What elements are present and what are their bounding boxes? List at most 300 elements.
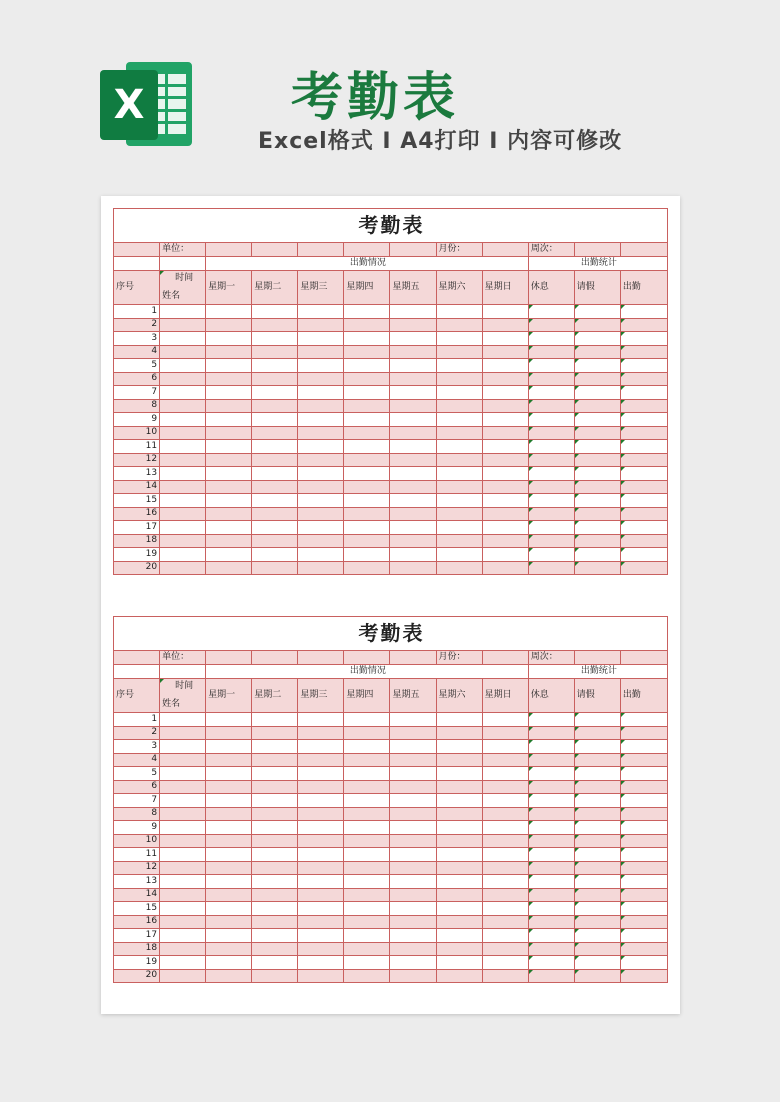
week-field[interactable] — [574, 243, 620, 257]
stat-cell[interactable] — [574, 915, 620, 929]
data-cell[interactable] — [482, 426, 528, 440]
data-cell[interactable] — [206, 480, 252, 494]
data-cell[interactable] — [482, 507, 528, 521]
data-cell[interactable] — [436, 507, 482, 521]
data-cell[interactable] — [436, 713, 482, 727]
data-cell[interactable] — [482, 413, 528, 427]
data-cell[interactable] — [482, 848, 528, 862]
data-cell[interactable] — [160, 834, 206, 848]
data-cell[interactable] — [298, 807, 344, 821]
data-cell[interactable] — [160, 494, 206, 508]
data-cell[interactable] — [344, 534, 390, 548]
stat-cell[interactable] — [528, 780, 574, 794]
data-cell[interactable] — [160, 780, 206, 794]
data-cell[interactable] — [298, 372, 344, 386]
data-cell[interactable] — [344, 861, 390, 875]
data-cell[interactable] — [252, 467, 298, 481]
stat-cell[interactable] — [620, 807, 667, 821]
data-cell[interactable] — [390, 888, 436, 902]
data-cell[interactable] — [482, 534, 528, 548]
stat-cell[interactable] — [574, 807, 620, 821]
data-cell[interactable] — [160, 521, 206, 535]
stat-cell[interactable] — [528, 345, 574, 359]
stat-cell[interactable] — [574, 305, 620, 319]
data-cell[interactable] — [436, 548, 482, 562]
data-cell[interactable] — [206, 453, 252, 467]
data-cell[interactable] — [252, 372, 298, 386]
stat-cell[interactable] — [528, 888, 574, 902]
stat-cell[interactable] — [528, 807, 574, 821]
stat-cell[interactable] — [574, 888, 620, 902]
data-cell[interactable] — [252, 426, 298, 440]
data-cell[interactable] — [160, 888, 206, 902]
data-cell[interactable] — [206, 305, 252, 319]
data-cell[interactable] — [436, 861, 482, 875]
data-cell[interactable] — [252, 875, 298, 889]
data-cell[interactable] — [390, 807, 436, 821]
data-cell[interactable] — [436, 453, 482, 467]
stat-cell[interactable] — [528, 848, 574, 862]
stat-cell[interactable] — [574, 834, 620, 848]
stat-cell[interactable] — [620, 875, 667, 889]
data-cell[interactable] — [482, 902, 528, 916]
data-cell[interactable] — [298, 780, 344, 794]
data-cell[interactable] — [482, 956, 528, 970]
data-cell[interactable] — [482, 888, 528, 902]
data-cell[interactable] — [160, 386, 206, 400]
data-cell[interactable] — [252, 888, 298, 902]
data-cell[interactable] — [390, 561, 436, 575]
stat-cell[interactable] — [528, 480, 574, 494]
stat-cell[interactable] — [528, 915, 574, 929]
stat-cell[interactable] — [574, 453, 620, 467]
data-cell[interactable] — [344, 726, 390, 740]
stat-cell[interactable] — [574, 848, 620, 862]
data-cell[interactable] — [160, 480, 206, 494]
data-cell[interactable] — [298, 834, 344, 848]
stat-cell[interactable] — [574, 332, 620, 346]
data-cell[interactable] — [206, 780, 252, 794]
data-cell[interactable] — [390, 942, 436, 956]
stat-cell[interactable] — [528, 440, 574, 454]
data-cell[interactable] — [206, 861, 252, 875]
data-cell[interactable] — [436, 767, 482, 781]
data-cell[interactable] — [252, 413, 298, 427]
data-cell[interactable] — [160, 507, 206, 521]
data-cell[interactable] — [436, 534, 482, 548]
data-cell[interactable] — [390, 740, 436, 754]
data-cell[interactable] — [252, 305, 298, 319]
stat-cell[interactable] — [528, 861, 574, 875]
stat-cell[interactable] — [574, 767, 620, 781]
stat-cell[interactable] — [574, 956, 620, 970]
data-cell[interactable] — [206, 848, 252, 862]
data-cell[interactable] — [344, 753, 390, 767]
data-cell[interactable] — [436, 426, 482, 440]
data-cell[interactable] — [160, 372, 206, 386]
stat-cell[interactable] — [620, 915, 667, 929]
stat-cell[interactable] — [528, 386, 574, 400]
data-cell[interactable] — [390, 929, 436, 943]
data-cell[interactable] — [344, 332, 390, 346]
stat-cell[interactable] — [528, 794, 574, 808]
data-cell[interactable] — [344, 318, 390, 332]
data-cell[interactable] — [298, 440, 344, 454]
stat-cell[interactable] — [528, 929, 574, 943]
data-cell[interactable] — [436, 372, 482, 386]
stat-cell[interactable] — [620, 888, 667, 902]
unit-field[interactable] — [206, 243, 252, 257]
data-cell[interactable] — [252, 848, 298, 862]
data-cell[interactable] — [160, 467, 206, 481]
data-cell[interactable] — [344, 413, 390, 427]
data-cell[interactable] — [160, 767, 206, 781]
data-cell[interactable] — [482, 726, 528, 740]
data-cell[interactable] — [298, 888, 344, 902]
stat-cell[interactable] — [574, 372, 620, 386]
data-cell[interactable] — [298, 534, 344, 548]
data-cell[interactable] — [482, 548, 528, 562]
data-cell[interactable] — [482, 467, 528, 481]
data-cell[interactable] — [390, 521, 436, 535]
stat-cell[interactable] — [620, 753, 667, 767]
stat-cell[interactable] — [528, 494, 574, 508]
month-field[interactable] — [482, 243, 528, 257]
stat-cell[interactable] — [574, 386, 620, 400]
data-cell[interactable] — [160, 534, 206, 548]
data-cell[interactable] — [344, 440, 390, 454]
stat-cell[interactable] — [620, 902, 667, 916]
data-cell[interactable] — [482, 386, 528, 400]
data-cell[interactable] — [206, 767, 252, 781]
stat-cell[interactable] — [620, 305, 667, 319]
data-cell[interactable] — [436, 875, 482, 889]
data-cell[interactable] — [344, 969, 390, 983]
data-cell[interactable] — [344, 561, 390, 575]
data-cell[interactable] — [252, 507, 298, 521]
data-cell[interactable] — [344, 305, 390, 319]
stat-cell[interactable] — [620, 413, 667, 427]
data-cell[interactable] — [206, 942, 252, 956]
data-cell[interactable] — [436, 834, 482, 848]
data-cell[interactable] — [482, 929, 528, 943]
data-cell[interactable] — [344, 548, 390, 562]
data-cell[interactable] — [206, 413, 252, 427]
stat-cell[interactable] — [528, 426, 574, 440]
data-cell[interactable] — [298, 929, 344, 943]
data-cell[interactable] — [206, 345, 252, 359]
stat-cell[interactable] — [528, 875, 574, 889]
data-cell[interactable] — [160, 794, 206, 808]
data-cell[interactable] — [390, 386, 436, 400]
data-cell[interactable] — [436, 467, 482, 481]
data-cell[interactable] — [482, 740, 528, 754]
data-cell[interactable] — [436, 780, 482, 794]
data-cell[interactable] — [390, 453, 436, 467]
stat-cell[interactable] — [528, 902, 574, 916]
stat-cell[interactable] — [620, 821, 667, 835]
data-cell[interactable] — [344, 888, 390, 902]
data-cell[interactable] — [160, 713, 206, 727]
data-cell[interactable] — [252, 713, 298, 727]
data-cell[interactable] — [298, 956, 344, 970]
data-cell[interactable] — [298, 399, 344, 413]
data-cell[interactable] — [390, 305, 436, 319]
stat-cell[interactable] — [574, 821, 620, 835]
data-cell[interactable] — [482, 318, 528, 332]
data-cell[interactable] — [344, 780, 390, 794]
stat-cell[interactable] — [528, 534, 574, 548]
data-cell[interactable] — [160, 753, 206, 767]
data-cell[interactable] — [390, 332, 436, 346]
data-cell[interactable] — [252, 740, 298, 754]
data-cell[interactable] — [436, 318, 482, 332]
data-cell[interactable] — [206, 386, 252, 400]
data-cell[interactable] — [390, 902, 436, 916]
stat-cell[interactable] — [620, 332, 667, 346]
data-cell[interactable] — [344, 956, 390, 970]
data-cell[interactable] — [206, 740, 252, 754]
data-cell[interactable] — [298, 848, 344, 862]
data-cell[interactable] — [436, 807, 482, 821]
data-cell[interactable] — [344, 345, 390, 359]
data-cell[interactable] — [436, 305, 482, 319]
data-cell[interactable] — [436, 359, 482, 373]
data-cell[interactable] — [344, 359, 390, 373]
data-cell[interactable] — [390, 372, 436, 386]
stat-cell[interactable] — [528, 561, 574, 575]
stat-cell[interactable] — [574, 942, 620, 956]
data-cell[interactable] — [160, 413, 206, 427]
stat-cell[interactable] — [620, 942, 667, 956]
data-cell[interactable] — [390, 834, 436, 848]
data-cell[interactable] — [206, 521, 252, 535]
data-cell[interactable] — [160, 440, 206, 454]
data-cell[interactable] — [160, 332, 206, 346]
data-cell[interactable] — [206, 929, 252, 943]
stat-cell[interactable] — [528, 767, 574, 781]
data-cell[interactable] — [344, 848, 390, 862]
data-cell[interactable] — [390, 861, 436, 875]
data-cell[interactable] — [436, 848, 482, 862]
data-cell[interactable] — [390, 548, 436, 562]
stat-cell[interactable] — [620, 318, 667, 332]
data-cell[interactable] — [160, 807, 206, 821]
unit-field[interactable] — [206, 651, 252, 665]
data-cell[interactable] — [436, 942, 482, 956]
data-cell[interactable] — [298, 494, 344, 508]
stat-cell[interactable] — [620, 440, 667, 454]
data-cell[interactable] — [252, 915, 298, 929]
data-cell[interactable] — [252, 780, 298, 794]
stat-cell[interactable] — [620, 969, 667, 983]
data-cell[interactable] — [482, 915, 528, 929]
data-cell[interactable] — [344, 713, 390, 727]
data-cell[interactable] — [252, 861, 298, 875]
data-cell[interactable] — [482, 821, 528, 835]
stat-cell[interactable] — [574, 494, 620, 508]
data-cell[interactable] — [252, 726, 298, 740]
data-cell[interactable] — [436, 399, 482, 413]
data-cell[interactable] — [436, 915, 482, 929]
data-cell[interactable] — [436, 753, 482, 767]
stat-cell[interactable] — [574, 740, 620, 754]
data-cell[interactable] — [160, 453, 206, 467]
data-cell[interactable] — [252, 902, 298, 916]
data-cell[interactable] — [436, 726, 482, 740]
data-cell[interactable] — [482, 807, 528, 821]
data-cell[interactable] — [482, 521, 528, 535]
data-cell[interactable] — [344, 426, 390, 440]
data-cell[interactable] — [298, 426, 344, 440]
data-cell[interactable] — [436, 888, 482, 902]
stat-cell[interactable] — [620, 359, 667, 373]
stat-cell[interactable] — [620, 780, 667, 794]
stat-cell[interactable] — [620, 929, 667, 943]
data-cell[interactable] — [344, 929, 390, 943]
data-cell[interactable] — [436, 969, 482, 983]
stat-cell[interactable] — [620, 848, 667, 862]
data-cell[interactable] — [252, 561, 298, 575]
data-cell[interactable] — [206, 372, 252, 386]
data-cell[interactable] — [252, 345, 298, 359]
data-cell[interactable] — [298, 561, 344, 575]
week-field[interactable] — [574, 651, 620, 665]
data-cell[interactable] — [390, 767, 436, 781]
data-cell[interactable] — [298, 480, 344, 494]
data-cell[interactable] — [436, 956, 482, 970]
data-cell[interactable] — [390, 318, 436, 332]
data-cell[interactable] — [344, 399, 390, 413]
data-cell[interactable] — [344, 453, 390, 467]
stat-cell[interactable] — [620, 399, 667, 413]
data-cell[interactable] — [482, 453, 528, 467]
data-cell[interactable] — [482, 399, 528, 413]
data-cell[interactable] — [206, 807, 252, 821]
stat-cell[interactable] — [620, 467, 667, 481]
data-cell[interactable] — [298, 345, 344, 359]
stat-cell[interactable] — [528, 332, 574, 346]
data-cell[interactable] — [344, 521, 390, 535]
stat-cell[interactable] — [528, 359, 574, 373]
data-cell[interactable] — [344, 480, 390, 494]
stat-cell[interactable] — [528, 453, 574, 467]
data-cell[interactable] — [160, 359, 206, 373]
data-cell[interactable] — [206, 956, 252, 970]
stat-cell[interactable] — [574, 969, 620, 983]
data-cell[interactable] — [436, 521, 482, 535]
stat-cell[interactable] — [528, 753, 574, 767]
stat-cell[interactable] — [620, 713, 667, 727]
data-cell[interactable] — [206, 726, 252, 740]
data-cell[interactable] — [390, 359, 436, 373]
data-cell[interactable] — [252, 834, 298, 848]
stat-cell[interactable] — [620, 726, 667, 740]
data-cell[interactable] — [436, 413, 482, 427]
stat-cell[interactable] — [620, 521, 667, 535]
data-cell[interactable] — [482, 713, 528, 727]
data-cell[interactable] — [298, 861, 344, 875]
data-cell[interactable] — [160, 956, 206, 970]
data-cell[interactable] — [206, 426, 252, 440]
data-cell[interactable] — [298, 794, 344, 808]
data-cell[interactable] — [436, 902, 482, 916]
data-cell[interactable] — [252, 480, 298, 494]
stat-cell[interactable] — [574, 440, 620, 454]
data-cell[interactable] — [390, 726, 436, 740]
data-cell[interactable] — [482, 372, 528, 386]
stat-cell[interactable] — [620, 956, 667, 970]
stat-cell[interactable] — [574, 875, 620, 889]
stat-cell[interactable] — [620, 767, 667, 781]
stat-cell[interactable] — [528, 834, 574, 848]
stat-cell[interactable] — [620, 507, 667, 521]
data-cell[interactable] — [482, 942, 528, 956]
stat-cell[interactable] — [574, 726, 620, 740]
data-cell[interactable] — [206, 318, 252, 332]
data-cell[interactable] — [436, 929, 482, 943]
data-cell[interactable] — [252, 794, 298, 808]
stat-cell[interactable] — [620, 561, 667, 575]
stat-cell[interactable] — [574, 359, 620, 373]
data-cell[interactable] — [298, 902, 344, 916]
data-cell[interactable] — [344, 794, 390, 808]
data-cell[interactable] — [252, 942, 298, 956]
data-cell[interactable] — [252, 534, 298, 548]
data-cell[interactable] — [206, 902, 252, 916]
data-cell[interactable] — [482, 794, 528, 808]
data-cell[interactable] — [344, 494, 390, 508]
data-cell[interactable] — [252, 494, 298, 508]
data-cell[interactable] — [206, 507, 252, 521]
stat-cell[interactable] — [574, 480, 620, 494]
data-cell[interactable] — [160, 875, 206, 889]
stat-cell[interactable] — [620, 534, 667, 548]
data-cell[interactable] — [160, 426, 206, 440]
data-cell[interactable] — [482, 969, 528, 983]
data-cell[interactable] — [206, 753, 252, 767]
stat-cell[interactable] — [574, 713, 620, 727]
data-cell[interactable] — [206, 548, 252, 562]
stat-cell[interactable] — [528, 413, 574, 427]
data-cell[interactable] — [252, 807, 298, 821]
data-cell[interactable] — [206, 834, 252, 848]
data-cell[interactable] — [298, 359, 344, 373]
data-cell[interactable] — [436, 332, 482, 346]
data-cell[interactable] — [390, 534, 436, 548]
data-cell[interactable] — [482, 332, 528, 346]
data-cell[interactable] — [482, 494, 528, 508]
data-cell[interactable] — [252, 548, 298, 562]
stat-cell[interactable] — [528, 467, 574, 481]
data-cell[interactable] — [298, 942, 344, 956]
data-cell[interactable] — [160, 561, 206, 575]
stat-cell[interactable] — [620, 480, 667, 494]
stat-cell[interactable] — [620, 453, 667, 467]
data-cell[interactable] — [390, 507, 436, 521]
data-cell[interactable] — [252, 767, 298, 781]
data-cell[interactable] — [206, 359, 252, 373]
stat-cell[interactable] — [574, 507, 620, 521]
data-cell[interactable] — [252, 753, 298, 767]
data-cell[interactable] — [206, 875, 252, 889]
stat-cell[interactable] — [528, 305, 574, 319]
data-cell[interactable] — [390, 821, 436, 835]
data-cell[interactable] — [436, 794, 482, 808]
stat-cell[interactable] — [574, 861, 620, 875]
data-cell[interactable] — [160, 726, 206, 740]
stat-cell[interactable] — [574, 753, 620, 767]
